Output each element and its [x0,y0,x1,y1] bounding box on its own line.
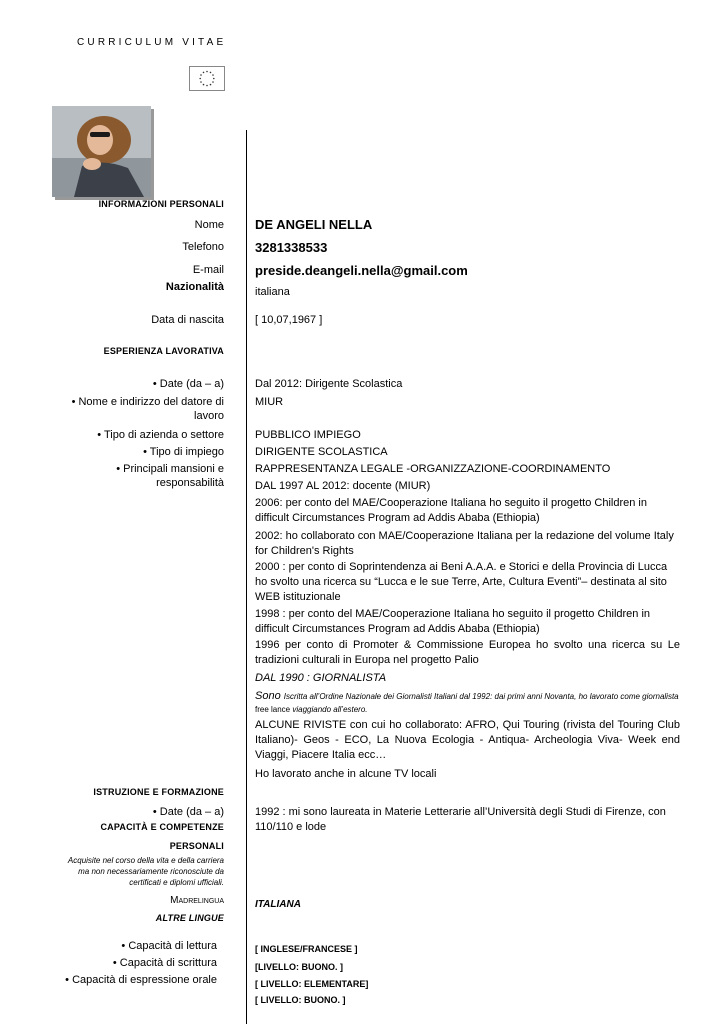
column-divider [246,130,247,1024]
exp-duties-value: RAPPRESENTANZA LEGALE -ORGANIZZAZIONE-COORDINAMENTO [255,463,611,475]
exp-job-value: DIRIGENTE SCOLASTICA [255,446,388,458]
name-label: Nome [194,219,224,231]
email-label: E-mail [192,264,224,276]
section-title: CAPACITÀ E COMPETENZE [100,822,224,832]
other-languages-label [156,913,224,923]
label-text: ALTRE LINGUE [155,913,224,923]
writing-value: [ LIVELLO: ELEMENTARE] [255,979,369,989]
note-part: viaggiando all’estero. [292,705,368,714]
note-part: Sono [255,690,284,702]
email-value: preside.deangeli.nella@gmail.com [255,263,468,278]
edu-date-label: • Date (da – a) [152,806,224,818]
section-personal-info [99,199,224,209]
exp-paragraph: 2002: ho collaborato con MAE/Cooperazione Italiana per la redazione del volume Italy for Children's Rights [255,530,674,557]
exp-paragraph: 2000 : per conto di Soprintendenza ai Beni A.A.A. e Storici e della Provincia di Lucca ho svolto una ricerca su “Lucca e le sue Terre, Arte, Cultura Eventi”– destinata al sito WEB istituzionale [255,561,668,603]
mother-tongue-value: ITALIANA [255,899,301,910]
label-text: Madrelingua [170,895,224,906]
edu-value: 1992 : mi sono laureata in Materie Letterarie all’Università degli Studi di Firenze, con 110/110 e lode [255,806,666,833]
speaking-label: • Capacità di espressione orale [65,974,217,986]
name-value: DE ANGELI NELLA [255,217,373,232]
exp-employer-value: MIUR [255,396,284,408]
birth-value: [ 10,07,1967 ] [255,314,323,326]
section-education [93,787,224,797]
exp-date-value: Dal 2012: Dirigente Scolastica [255,378,403,390]
mother-tongue-label [170,894,224,908]
exp-sector-label: • Tipo di azienda o settore [97,429,224,441]
exp-date-label: • Date (da – a) [152,378,224,390]
cv-title: CURRICULUM VITAE [77,37,227,48]
section-skills [100,822,224,832]
section-skills-line2 [170,841,224,851]
exp-paragraph: DAL 1997 AL 2012: docente (MIUR) [255,480,431,492]
exp-employer-label: • Nome e indirizzo del datore di lavoro [71,396,224,422]
writing-label: • Capacità di scrittura [112,957,217,969]
section-title: ISTRUZIONE E FORMAZIONE [93,787,224,797]
phone-value: 3281338533 [255,240,328,255]
birth-label: Data di nascita [151,314,224,326]
exp-paragraph: Ho lavorato anche in alcune TV locali [255,768,437,780]
exp-paragraph: DAL 1990 : GIORNALISTA [255,672,387,684]
language-value: [ INGLESE/FRANCESE ] [255,944,358,954]
exp-journalist-note [255,690,680,716]
exp-paragraph: 1996 per conto di Promoter & Commissione Europea ho svolto una ricerca su Le tradizioni culturali in Europa nel progetto Palio [255,639,680,666]
exp-job-label: • Tipo di impiego [143,446,224,458]
note-part: Iscritta all’Ordine Nazionale dei Giornalisti Italiani dal 1992: dai primi anni Novanta, ho lavorato come giornalista [283,692,679,701]
exp-sector-value: PUBBLICO IMPIEGO [255,429,361,441]
phone-label: Telefono [182,241,224,253]
eu-flag-icon [189,66,225,91]
skills-note: Acquisite nel corso della vita e della carriera ma non necessariamente riconosciute da certificati e diplomi ufficiali. [67,856,224,887]
exp-paragraph: ALCUNE RIVISTE con cui ho collaborato: AFRO, Qui Touring (rivista del Touring Club Italiano)- Geos - ECO, La Nuova Ecologia - Antiqua- Archeologia Viva- Week end Viaggi, Piacere Italia ecc… [255,719,680,761]
section-title: INFORMAZIONI PERSONALI [98,199,224,209]
section-title: PERSONALI [169,841,224,851]
section-title: ESPERIENZA LAVORATIVA [103,346,224,356]
speaking-value: [ LIVELLO: BUONO. ] [255,995,346,1005]
nationality-value: italiana [255,286,290,298]
reading-value: [LIVELLO: BUONO. ] [255,962,343,972]
section-experience [104,346,224,356]
note-part: free lance [255,705,293,714]
reading-label: • Capacità di lettura [121,940,217,952]
exp-paragraph: 2006: per conto del MAE/Cooperazione Italiana ho seguito il progetto Children in difficult Circumstances Program ad Addis Ababa (Ethiopia) [255,497,647,524]
exp-paragraph: 1998 : per conto del MAE/Cooperazione Italiana ho seguito il progetto Children in difficult Circumstances Program ad Addis Ababa (Ethiopia) [255,608,651,635]
nationality-label: Nazionalità [165,281,224,293]
exp-duties-label: • Principali mansioni e responsabilità [116,463,224,489]
profile-photo [52,106,151,197]
